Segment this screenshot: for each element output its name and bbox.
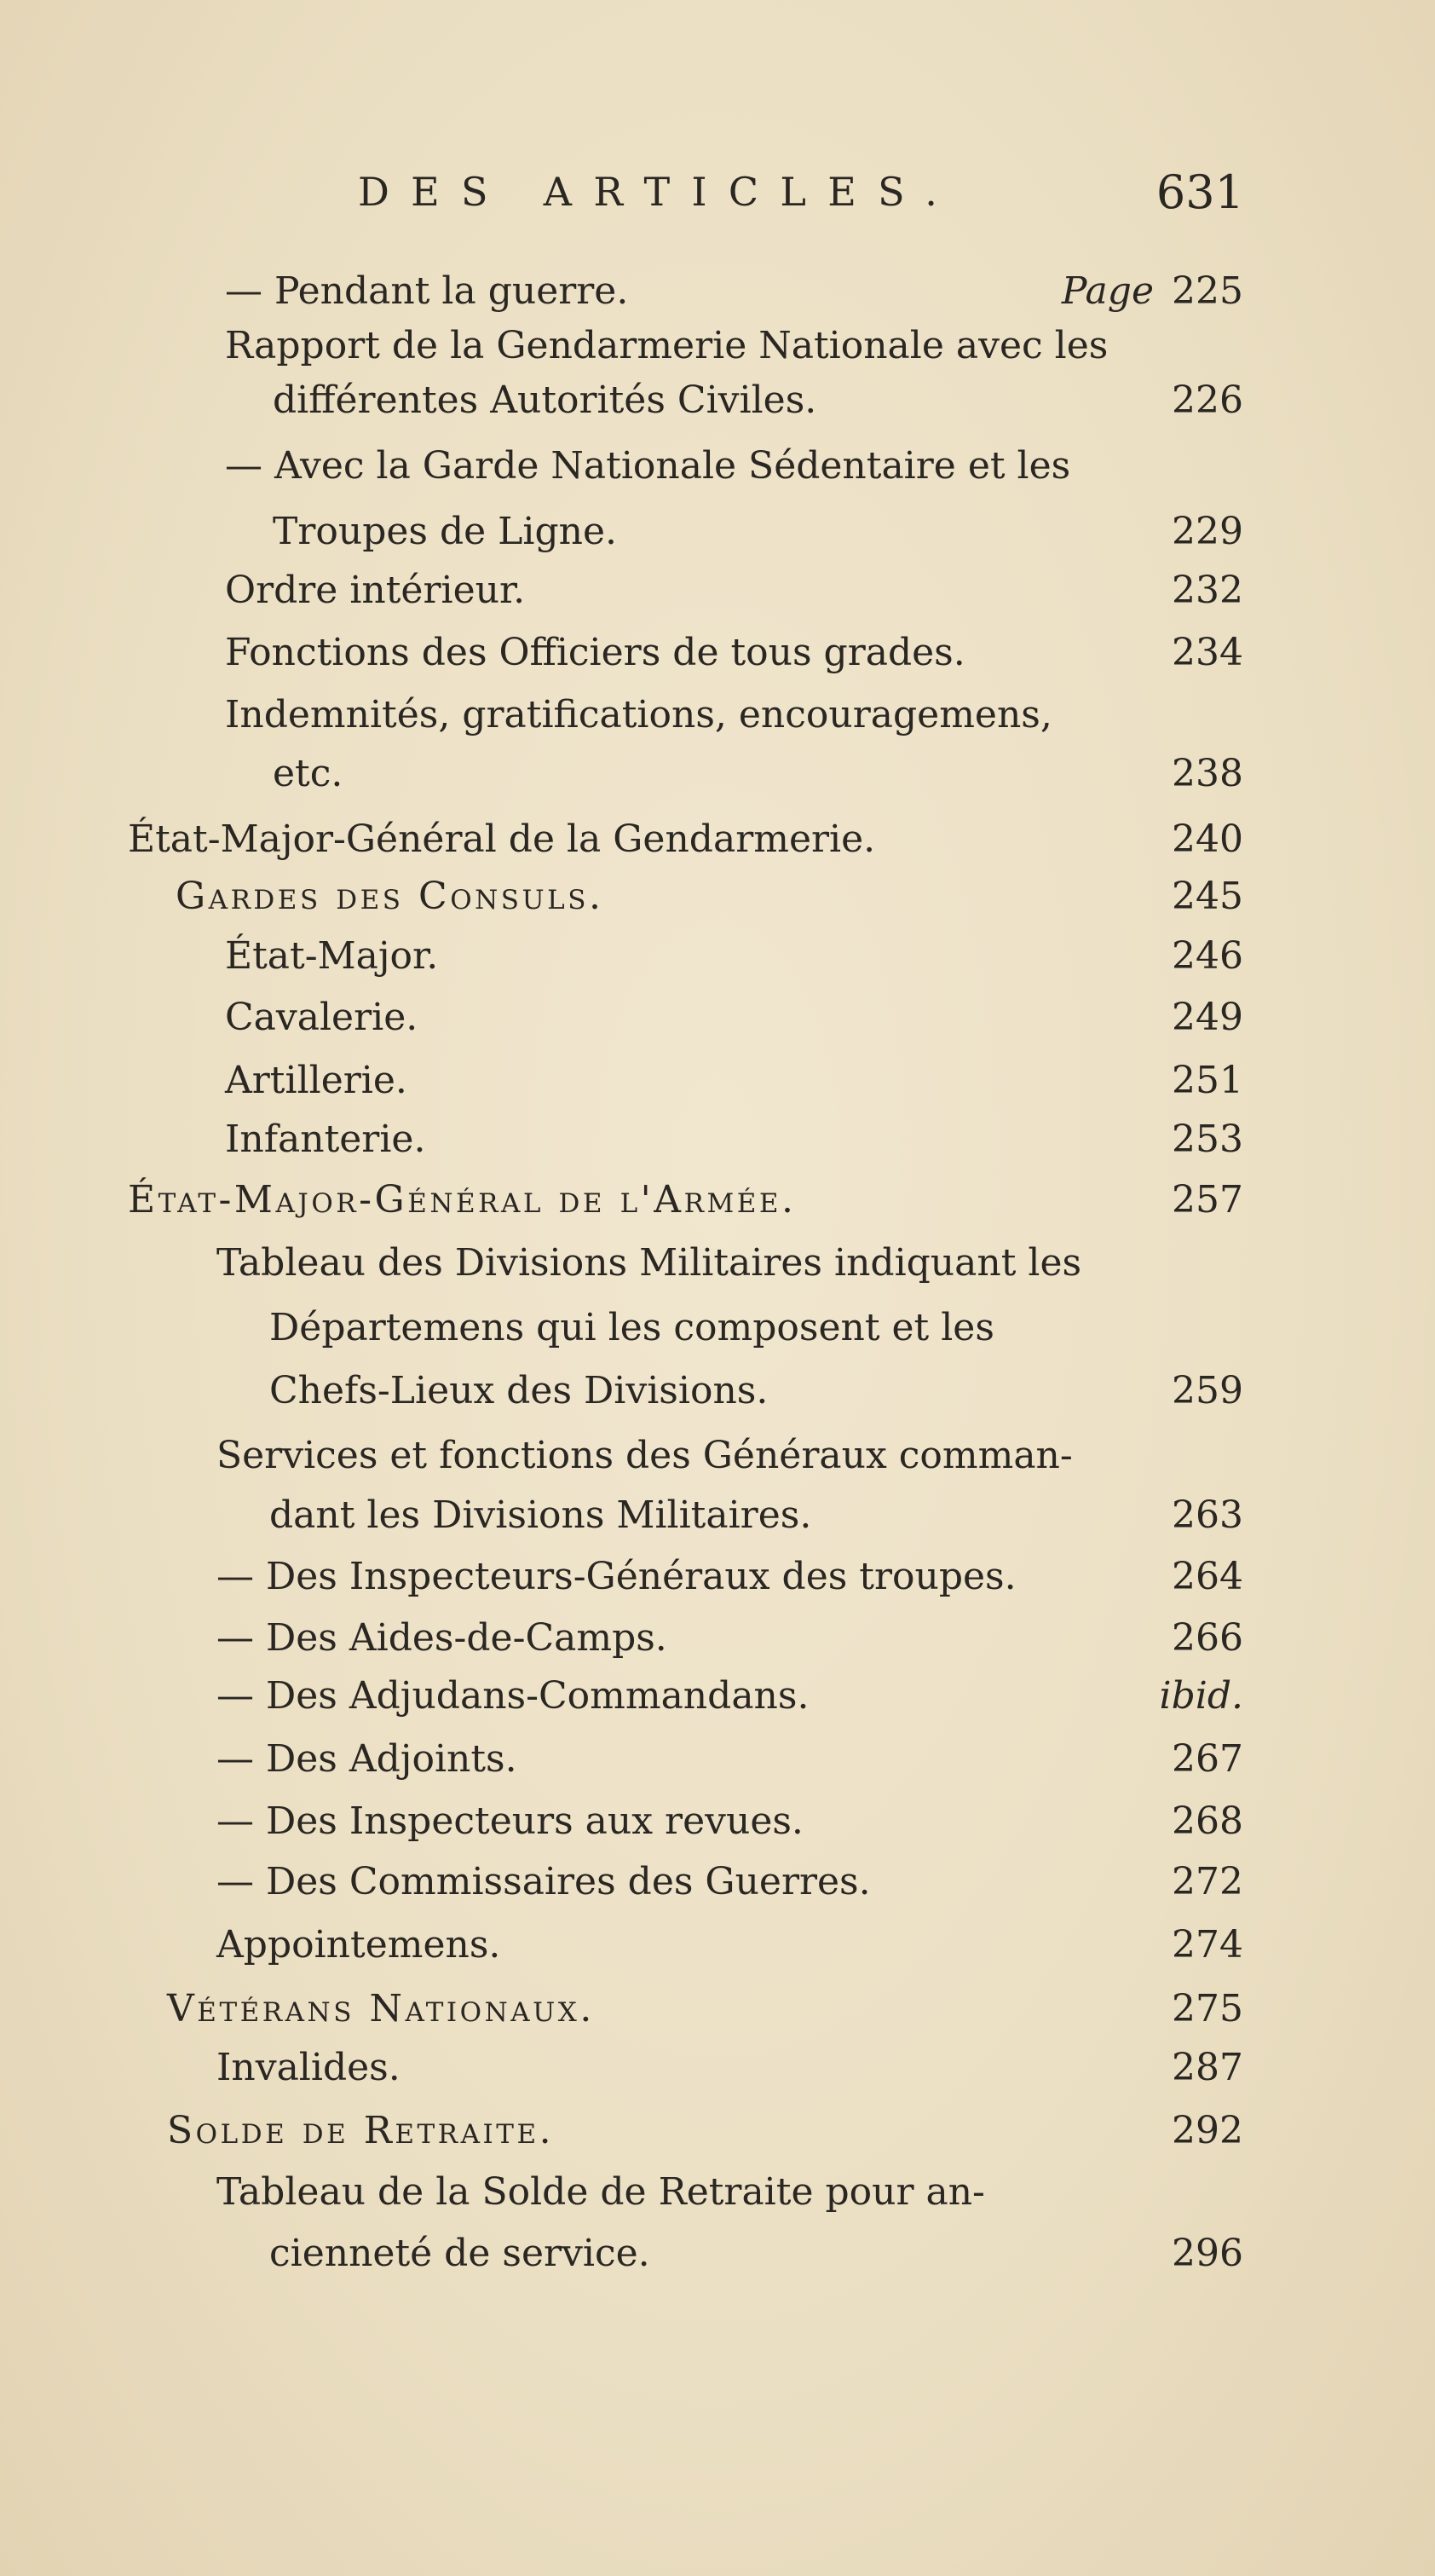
- entry-text: Cavalerie.: [225, 996, 418, 1039]
- entry-page: 229: [1172, 510, 1243, 553]
- entry-text: — Des Commissaires des Guerres.: [216, 1860, 871, 1903]
- toc-entry: [0, 1236, 1435, 1291]
- entry-text: — Pendant la guerre.: [225, 269, 629, 313]
- toc-entry: [0, 1054, 1435, 1108]
- entry-page: 246: [1172, 934, 1243, 978]
- entry-text: Ordre intérieur.: [225, 569, 526, 612]
- entry-text: — Des Inspecteurs aux revues.: [216, 1799, 804, 1843]
- entry-page: 249: [1172, 996, 1243, 1039]
- entry-page: 274: [1172, 1923, 1243, 1967]
- entry-text: Solde de Retraite.: [167, 2109, 555, 2152]
- page-number: 631: [1155, 165, 1244, 219]
- entry-page: 296: [1172, 2232, 1243, 2275]
- toc-entry: [0, 563, 1435, 618]
- page-label: Page: [1061, 269, 1154, 313]
- entry-page: 266: [1172, 1616, 1243, 1660]
- entry-text: Rapport de la Gendarmerie Nationale avec les: [225, 324, 1109, 367]
- toc-entry: [0, 373, 1435, 428]
- entry-text: Vétérans Nationaux.: [167, 1987, 595, 2030]
- entry-page: 272: [1172, 1860, 1243, 1903]
- toc-entry: [0, 2104, 1435, 2158]
- running-head: DES ARTICLES.: [358, 169, 960, 215]
- toc-entry: [0, 1982, 1435, 2036]
- entry-text: Gardes des Consuls.: [176, 875, 604, 918]
- entry-text: — Des Inspecteurs-Généraux des troupes.: [216, 1555, 1017, 1598]
- toc-entry: [0, 991, 1435, 1045]
- entry-page: 268: [1172, 1799, 1243, 1843]
- toc-entry: [0, 2041, 1435, 2095]
- entry-text: Invalides.: [216, 2046, 401, 2089]
- entry-text: Fonctions des Officiers de tous grades.: [225, 631, 965, 674]
- toc-entry: [0, 439, 1435, 494]
- toc-entry: [0, 2227, 1435, 2281]
- toc-entry: [0, 1918, 1435, 1972]
- toc-entry: [0, 688, 1435, 742]
- entry-page: 257: [1172, 1178, 1243, 1222]
- entry-page: 259: [1172, 1369, 1243, 1412]
- entry-page: 267: [1172, 1737, 1243, 1781]
- entry-text: Tableau des Divisions Militaires indiquant les: [216, 1241, 1082, 1285]
- toc-entry: [0, 505, 1435, 559]
- toc-entry: [0, 2165, 1435, 2220]
- entry-text: — Avec la Garde Nationale Sédentaire et les: [225, 444, 1071, 488]
- entry-page: 245: [1172, 875, 1243, 918]
- toc-entry: [0, 1855, 1435, 1909]
- toc-entry: [0, 1301, 1435, 1355]
- entry-page: 240: [1172, 817, 1243, 861]
- toc-entry: [0, 1611, 1435, 1666]
- entry-text: différentes Autorités Civiles.: [273, 378, 817, 422]
- entry-page: 238: [1172, 752, 1243, 795]
- entry-page: 251: [1172, 1059, 1243, 1102]
- entry-page: 275: [1172, 1987, 1243, 2030]
- entry-text: Indemnités, gratifications, encouragemens,: [225, 693, 1052, 736]
- entry-page: 226: [1172, 378, 1243, 422]
- entry-page: 263: [1172, 1493, 1243, 1537]
- entry-page: 287: [1172, 2046, 1243, 2089]
- entry-text: Départemens qui les composent et les: [269, 1306, 994, 1349]
- toc-entry: [0, 626, 1435, 680]
- entry-text: Troupes de Ligne.: [273, 510, 617, 553]
- entry-text: Tableau de la Solde de Retraite pour an-: [216, 2170, 985, 2214]
- toc-entry: [0, 747, 1435, 801]
- entry-page: 264: [1172, 1555, 1243, 1598]
- entry-text: cienneté de service.: [269, 2232, 650, 2275]
- entry-text: — Des Adjoints.: [216, 1737, 517, 1781]
- toc-entry: [0, 1429, 1435, 1483]
- entry-text: Services et fonctions des Généraux comman-: [216, 1434, 1073, 1477]
- entry-page: 234: [1172, 631, 1243, 674]
- entry-page: 253: [1172, 1118, 1243, 1161]
- entry-page: ibid.: [1159, 1674, 1243, 1718]
- toc-entry: [0, 929, 1435, 984]
- entry-text: Infanterie.: [225, 1118, 426, 1161]
- entry-text: Artillerie.: [225, 1059, 407, 1102]
- toc-entry: [0, 1364, 1435, 1418]
- toc-entry: [0, 1669, 1435, 1724]
- toc-entry: [0, 1112, 1435, 1167]
- toc-entry: [0, 264, 1435, 319]
- toc-entry: [0, 1794, 1435, 1849]
- entry-page: 292: [1172, 2109, 1243, 2152]
- entry-text: etc.: [273, 752, 343, 795]
- entry-text: Chefs-Lieux des Divisions.: [269, 1369, 769, 1412]
- toc-entry: [0, 1173, 1435, 1227]
- entry-text: — Des Adjudans-Commandans.: [216, 1674, 810, 1718]
- toc-entry: [0, 1732, 1435, 1787]
- entry-text: État-Major-Général de la Gendarmerie.: [128, 817, 876, 861]
- entry-page: 232: [1172, 569, 1243, 612]
- entry-text: — Des Aides-de-Camps.: [216, 1616, 667, 1660]
- toc-entry: [0, 1488, 1435, 1543]
- toc-entry: [0, 319, 1435, 373]
- toc-entry: [0, 869, 1435, 924]
- entry-text: État-Major-Général de l'Armée.: [128, 1178, 797, 1222]
- toc-entry: [0, 812, 1435, 867]
- entry-page: 225: [1172, 269, 1243, 313]
- entry-text: dant les Divisions Militaires.: [269, 1493, 812, 1537]
- entry-text: État-Major.: [225, 934, 439, 978]
- entry-text: Appointemens.: [216, 1923, 501, 1967]
- toc-entry: [0, 1550, 1435, 1604]
